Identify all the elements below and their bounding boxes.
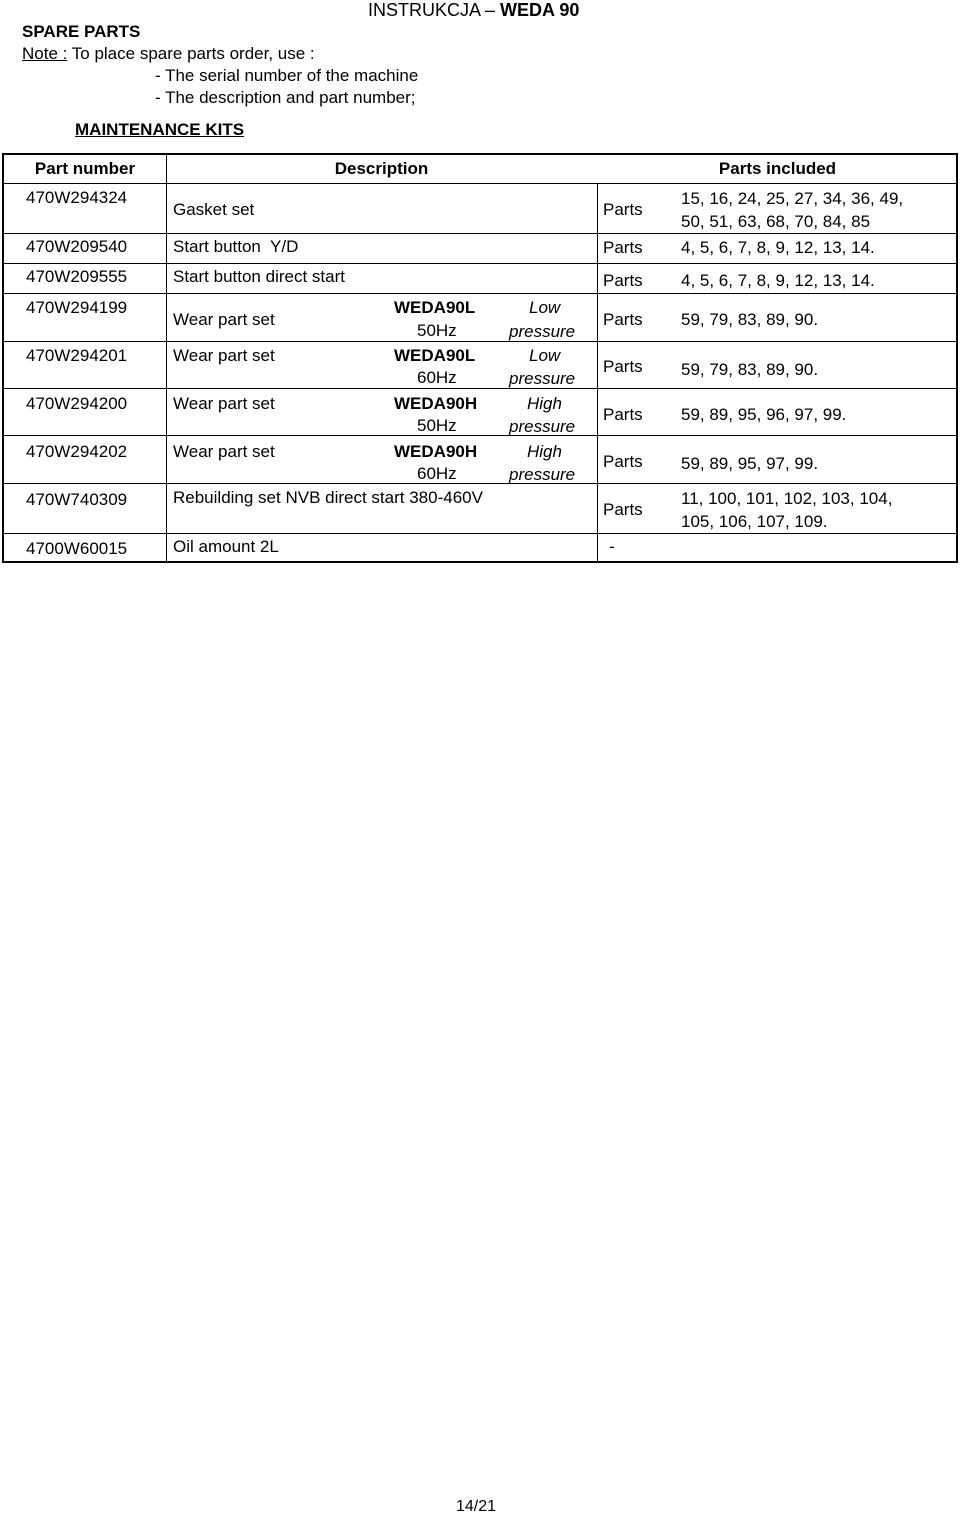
- note-bullet: - The serial number of the machine: [155, 66, 419, 85]
- description: Wear part set: [173, 394, 275, 413]
- description: Start button direct start: [173, 267, 345, 286]
- col-divider: [166, 155, 167, 561]
- document-header: [368, 0, 579, 20]
- part-number: 470W294202: [26, 442, 128, 461]
- description: Wear part set: [173, 310, 275, 329]
- frequency: 60Hz: [417, 368, 457, 387]
- frequency: 50Hz: [417, 416, 457, 435]
- row-divider: [4, 233, 956, 234]
- part-number: 4700W60015: [26, 539, 128, 558]
- description: Start button Y/D: [173, 237, 299, 256]
- description: Oil amount 2L: [173, 537, 279, 556]
- parts-list: 4, 5, 6, 7, 8, 9, 12, 13, 14.: [681, 238, 875, 257]
- parts-type: Parts: [603, 357, 643, 376]
- part-number: 470W294324: [26, 188, 128, 207]
- pressure: pressure: [509, 465, 576, 484]
- description: Rebuilding set NVB direct start 380-460V: [173, 488, 483, 507]
- pressure: High: [527, 442, 562, 461]
- part-number: 470W294199: [26, 298, 128, 317]
- parts-type: Parts: [603, 238, 643, 257]
- row-divider: [4, 293, 956, 294]
- parts-type: Parts: [603, 405, 643, 424]
- note-text: To place spare parts order, use :: [67, 44, 315, 63]
- note-label: Note :: [22, 44, 68, 63]
- model: WEDA90L: [394, 346, 476, 365]
- parts-type: Parts: [603, 452, 643, 471]
- description: Gasket set: [173, 200, 255, 219]
- col-divider: [597, 183, 598, 561]
- description: Wear part set: [173, 346, 275, 365]
- row-divider: [4, 483, 956, 484]
- parts-list: 50, 51, 63, 68, 70, 84, 85: [681, 212, 871, 231]
- parts-list: 15, 16, 24, 25, 27, 34, 36, 49,: [681, 189, 904, 208]
- parts-type: Parts: [603, 500, 643, 519]
- parts-type: Parts: [603, 310, 643, 329]
- pressure: pressure: [509, 417, 576, 436]
- parts-type: Parts: [603, 200, 643, 219]
- header-parts-included: Parts included: [718, 159, 837, 178]
- row-divider: [4, 435, 956, 436]
- row-divider: [4, 263, 956, 264]
- frequency: 60Hz: [417, 464, 457, 483]
- frequency: 50Hz: [417, 321, 457, 340]
- header-part-number: Part number: [34, 159, 136, 178]
- header-description: Description: [334, 159, 429, 178]
- section-title: SPARE PARTS: [22, 22, 141, 41]
- part-number: 470W294200: [26, 394, 128, 413]
- model: WEDA90L: [394, 298, 476, 317]
- pressure: High: [527, 394, 562, 413]
- row-divider: [4, 341, 956, 342]
- model: WEDA90H: [394, 394, 478, 413]
- pressure: pressure: [509, 369, 576, 388]
- pressure: Low: [529, 346, 561, 365]
- note-bullet: - The description and part number;: [155, 88, 416, 107]
- part-number: 470W209540: [26, 237, 128, 256]
- maintenance-kits-table: [2, 153, 958, 563]
- parts-list: 4, 5, 6, 7, 8, 9, 12, 13, 14.: [681, 271, 875, 290]
- header-title-prefix: INSTRUKCJA –: [368, 0, 496, 20]
- row-divider: [4, 388, 956, 389]
- pressure: Low: [529, 298, 561, 317]
- parts-list: 59, 89, 95, 96, 97, 99.: [681, 405, 847, 424]
- part-number: 470W209555: [26, 267, 128, 286]
- page-number: 14/21: [456, 1498, 497, 1515]
- description: Wear part set: [173, 442, 275, 461]
- parts-type: Parts: [603, 271, 643, 290]
- pressure: pressure: [509, 322, 576, 341]
- row-divider: [4, 533, 956, 534]
- parts-list: 59, 79, 83, 89, 90.: [681, 360, 819, 379]
- row-divider: [4, 183, 956, 184]
- header-model: WEDA 90: [500, 0, 580, 20]
- part-number: 470W740309: [26, 490, 128, 509]
- parts-list: 59, 89, 95, 97, 99.: [681, 454, 819, 473]
- part-number: 470W294201: [26, 346, 128, 365]
- model: WEDA90H: [394, 442, 478, 461]
- maintenance-title: MAINTENANCE KITS: [75, 120, 245, 139]
- parts-list: 59, 79, 83, 89, 90.: [681, 310, 819, 329]
- parts-list: 11, 100, 101, 102, 103, 104,: [681, 489, 893, 508]
- note-line: [22, 44, 315, 64]
- parts-type: -: [609, 537, 615, 556]
- parts-list: 105, 106, 107, 109.: [681, 512, 828, 531]
